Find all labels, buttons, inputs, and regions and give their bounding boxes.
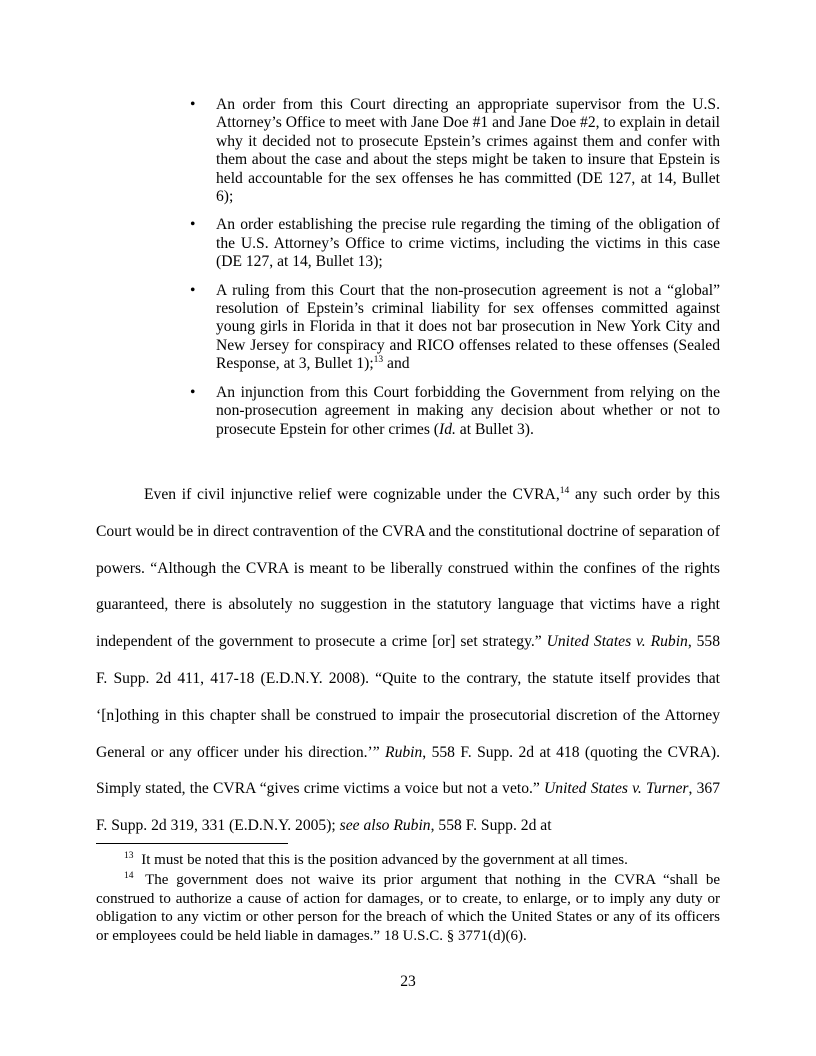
footnote-number: 14	[124, 871, 134, 882]
bullet-text: An injunction from this Court forbidding the Government from relying on the non-prosecution agreement in making any decision about whether or not to prosecute Epstein for other crimes (	[216, 383, 720, 438]
footnote-reference[interactable]: 13	[373, 355, 384, 366]
bullet-text: An order from this Court directing an appropriate supervisor from the U.S. Attorney’s Office to meet with Jane Doe #1 and Jane Doe #2, to explain in detail why it decided not to prosecute Epstein’s crimes against them and confer with them about the case and about the steps might be taken to insure that Epstein is held accountable for the sex offenses he has committed (DE 127, at 14, Bullet 6);	[216, 96, 720, 206]
bullet-marker: •	[190, 96, 196, 113]
footnote-divider	[96, 843, 288, 844]
case-citation: United States v. Rubin	[546, 633, 688, 651]
footnote-text: The government does not waive its prior argument that nothing in the CVRA “shall be construed to authorize a cause of action for damages, or to create, to enlarge, or to imply any duty or obligation to any victim or other person for the breach of which the United States or any of its officers or employees could be held liable in damages.” 18 U.S.C. § 3771(d)(6).	[96, 872, 721, 944]
paragraph-text: Even if civil injunctive relief were cognizable under the CVRA,	[144, 486, 560, 503]
page-number: 23	[400, 973, 416, 990]
footnote	[96, 871, 720, 945]
case-citation: United States v. Turner	[544, 780, 689, 798]
footnote-text: It must be noted that this is the position advanced by the government at all times.	[141, 852, 628, 868]
bullet-marker: •	[190, 216, 196, 234]
citation-signal: see also Rubin	[339, 817, 431, 835]
bullet-text: An order establishing the precise rule regarding the timing of the obligation of the U.S. Attorney’s Office to crime victims, including the victims in this case (DE 127, at 14, Bullet 13);	[216, 216, 720, 271]
bullet-text: A ruling from this Court that the non-prosecution agreement is not a “global” resolution of Epstein’s criminal liability for sex offenses committed against young girls in Florida in that it does not bar prosecution in New York City and New Jersey for conspiracy and RICO offenses related to these offenses (Sealed Response, at 3, Bullet 1);	[216, 281, 720, 373]
body-paragraph	[96, 477, 720, 845]
bullet-text-tail: at Bullet 3).	[455, 420, 534, 438]
bullet-item	[190, 384, 720, 439]
case-citation: Rubin	[385, 743, 423, 761]
footnote	[96, 851, 720, 869]
footnote-reference[interactable]: 14	[559, 485, 570, 496]
paragraph-text: , 558 F. Supp. 2d at 418 (quoting the CVRA). Simply stated, the CVRA “gives crime victims a voice but not a veto.”	[96, 743, 720, 798]
paragraph-text: , 558 F. Supp. 2d 411, 417-18 (E.D.N.Y. 2008). “Quite to the contrary, the statute itself provides that ‘[n]othing in this chapter shall be construed to impair the prosecutorial discretion of the Attorney General or any officer under his direction.’”	[96, 633, 721, 761]
bullet-marker: •	[190, 281, 196, 299]
relief-bullet-list	[190, 96, 720, 449]
bullet-marker: •	[190, 383, 196, 401]
footnote-number: 13	[124, 851, 134, 861]
bullet-text-tail: and	[383, 355, 410, 373]
paragraph-text: , 367 F. Supp. 2d 319, 331 (E.D.N.Y. 2005);	[96, 780, 721, 835]
bullet-item	[190, 216, 720, 271]
footnotes-section	[96, 851, 720, 945]
bullet-item	[190, 282, 720, 374]
citation-id: Id.	[439, 420, 456, 438]
bullet-item	[190, 96, 720, 206]
paragraph-text: , 558 F. Supp. 2d at	[430, 817, 552, 835]
paragraph-text: any such order by this Court would be in direct contravention of the CVRA and the constitutional doctrine of separation of powers. “Although the CVRA is meant to be liberally construed within the confines of the rights guaranteed, there is absolutely no suggestion in the statutory language that victims have a right independent of the government to prosecute a crime [or] set strategy.”	[96, 486, 720, 651]
